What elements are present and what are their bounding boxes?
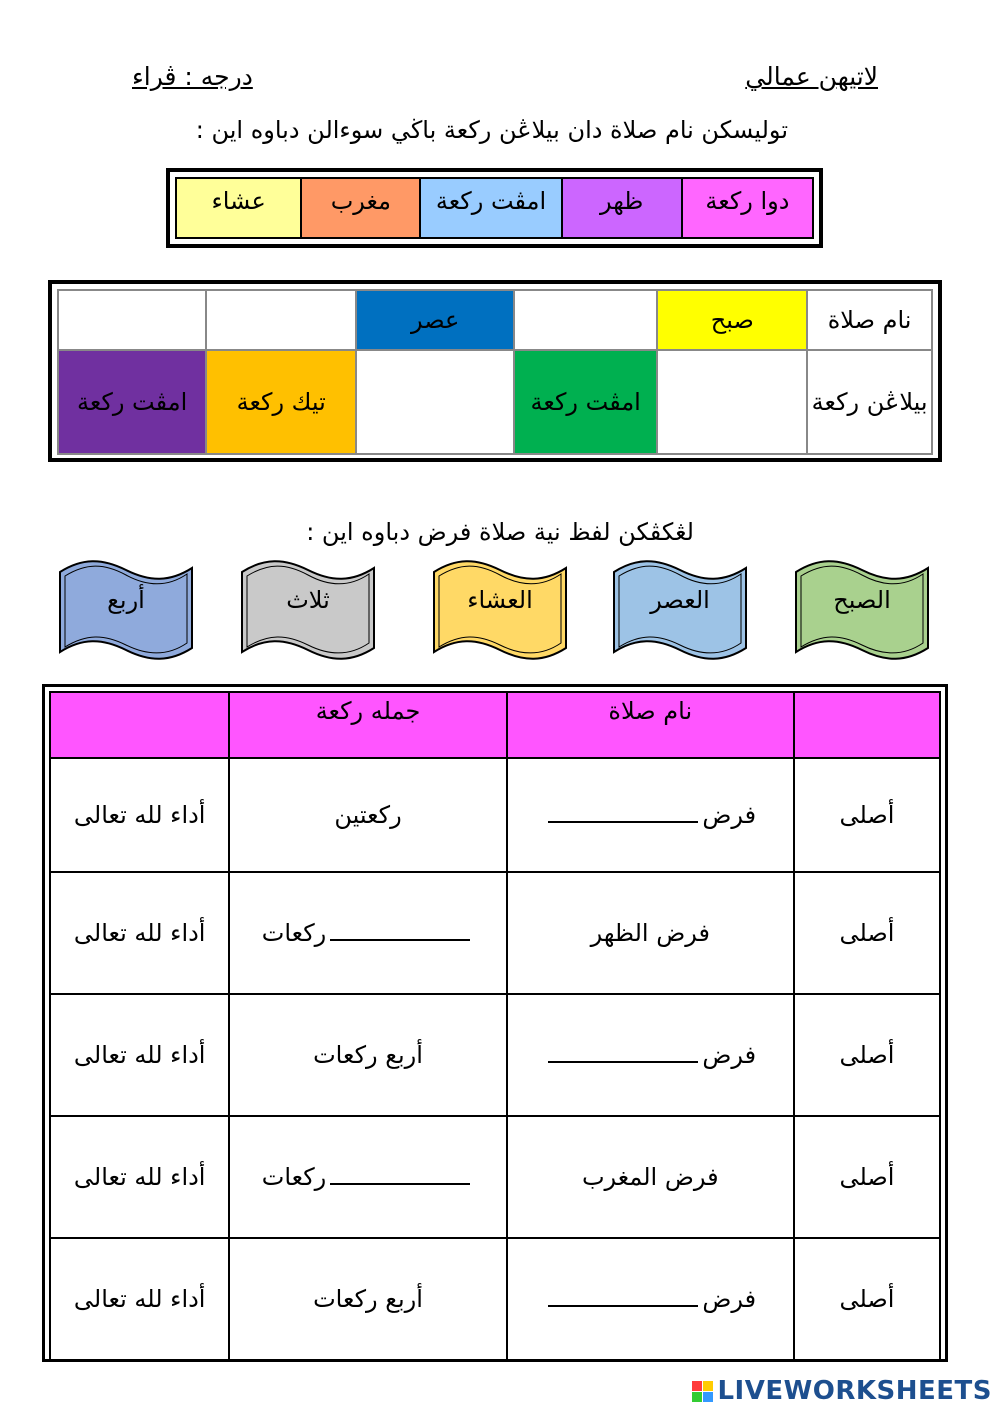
niyyah-prefix: فرض — [702, 801, 757, 829]
niyyah-start: أصلى — [794, 1238, 940, 1360]
prayer-name-text: فرض المغرب — [581, 1163, 719, 1191]
answer-blank[interactable] — [548, 801, 698, 823]
table2-header — [794, 692, 940, 758]
prayer-name-cell — [507, 758, 794, 872]
prayer-name-cell — [507, 1238, 794, 1360]
niyyah-prefix: فرض — [702, 1041, 757, 1069]
rakaat-cell — [229, 994, 506, 1116]
table1-cell[interactable]: عصر — [356, 290, 514, 350]
section1-instruction: توليسكن نام صلاة دان بيلاڠن ركعة باڬي سوءالن دباوه اين : — [195, 116, 788, 144]
prayer-rakaat-table — [48, 280, 942, 462]
word-flag-label: العصر — [650, 586, 710, 614]
liveworksheets-logo — [692, 1376, 992, 1406]
row-header-prayer-name: نام صلاة — [807, 290, 932, 350]
liveworksheets-logo-icon — [692, 1381, 713, 1402]
table-row — [50, 1116, 940, 1238]
word-flag-label: ثلاث — [286, 586, 330, 614]
niyyah-end: أداء لله تعالى — [50, 1116, 229, 1238]
table2-header-prayer-name: نام صلاة — [507, 692, 794, 758]
table-row — [50, 758, 940, 872]
word-flag-label: أربع — [107, 586, 145, 614]
answer-blank[interactable] — [330, 1163, 470, 1185]
word-flag[interactable] — [240, 560, 376, 660]
rakaat-cell — [229, 1116, 506, 1238]
rakaat-suffix: ركعات — [261, 919, 327, 947]
table2-header-rakaat: جمله ركعة — [229, 692, 506, 758]
prayer-name-cell — [507, 994, 794, 1116]
table2-header — [50, 692, 229, 758]
prayer-name-cell — [507, 872, 794, 994]
niyyah-end: أداء لله تعالى — [50, 758, 229, 872]
row-header-rakaat-count: بيلاڠن ركعة — [807, 350, 932, 454]
table1-cell[interactable] — [58, 290, 206, 350]
word-bank-item[interactable]: مغرب — [300, 179, 419, 237]
word-flag[interactable] — [612, 560, 748, 660]
table1-cell[interactable]: صبح — [657, 290, 807, 350]
table1-cell[interactable]: تيك ركعة — [206, 350, 356, 454]
table1-cell[interactable] — [514, 290, 657, 350]
table-row — [50, 994, 940, 1116]
logo-text: LIVEWORKSHEETS — [717, 1376, 992, 1406]
rakaat-text: أربع ركعات — [313, 1041, 423, 1069]
answer-blank[interactable] — [330, 919, 470, 941]
rakaat-cell — [229, 1238, 506, 1360]
answer-blank[interactable] — [548, 1041, 698, 1063]
student-name-label: لاتيهن عمالي — [745, 62, 878, 91]
grade-label: درجه : ڤراء — [132, 62, 253, 91]
prayer-name-text: فرض الظهر — [590, 919, 710, 947]
niyyah-prefix: فرض — [702, 1285, 757, 1313]
table-row — [50, 1238, 940, 1360]
word-flag[interactable] — [58, 560, 194, 660]
table1-cell[interactable]: امڤت ركعة — [58, 350, 206, 454]
word-flag[interactable] — [432, 560, 568, 660]
table1-cell[interactable] — [356, 350, 514, 454]
niyyah-start: أصلى — [794, 758, 940, 872]
prayer-name-cell — [507, 1116, 794, 1238]
table1-cell[interactable] — [206, 290, 356, 350]
niyyah-end: أداء لله تعالى — [50, 994, 229, 1116]
niyyah-table — [42, 684, 948, 1362]
niyyah-end: أداء لله تعالى — [50, 872, 229, 994]
table1-cell[interactable]: امڤت ركعة — [514, 350, 657, 454]
section2-instruction: لڠكڤكن لفظ نية صلاة فرض دباوه اين : — [306, 518, 694, 546]
answer-blank[interactable] — [548, 1285, 698, 1307]
word-bank-item[interactable]: امڤت ركعة — [419, 179, 560, 237]
niyyah-start: أصلى — [794, 994, 940, 1116]
word-bank-item[interactable]: دوا ركعة — [681, 179, 812, 237]
word-flag[interactable] — [794, 560, 930, 660]
table-row — [50, 872, 940, 994]
niyyah-end: أداء لله تعالى — [50, 1238, 229, 1360]
niyyah-start: أصلى — [794, 872, 940, 994]
rakaat-text: ركعتين — [334, 801, 402, 829]
word-flag-label: الصبح — [833, 586, 891, 614]
niyyah-start: أصلى — [794, 1116, 940, 1238]
table1-cell[interactable] — [657, 350, 807, 454]
rakaat-text: أربع ركعات — [313, 1285, 423, 1313]
rakaat-cell — [229, 872, 506, 994]
rakaat-suffix: ركعات — [261, 1163, 327, 1191]
word-flag-label: العشاء — [467, 586, 533, 614]
word-bank-item[interactable]: عشاء — [177, 179, 300, 237]
rakaat-cell — [229, 758, 506, 872]
word-bank — [166, 168, 823, 248]
word-bank-item[interactable]: ظهر — [561, 179, 681, 237]
